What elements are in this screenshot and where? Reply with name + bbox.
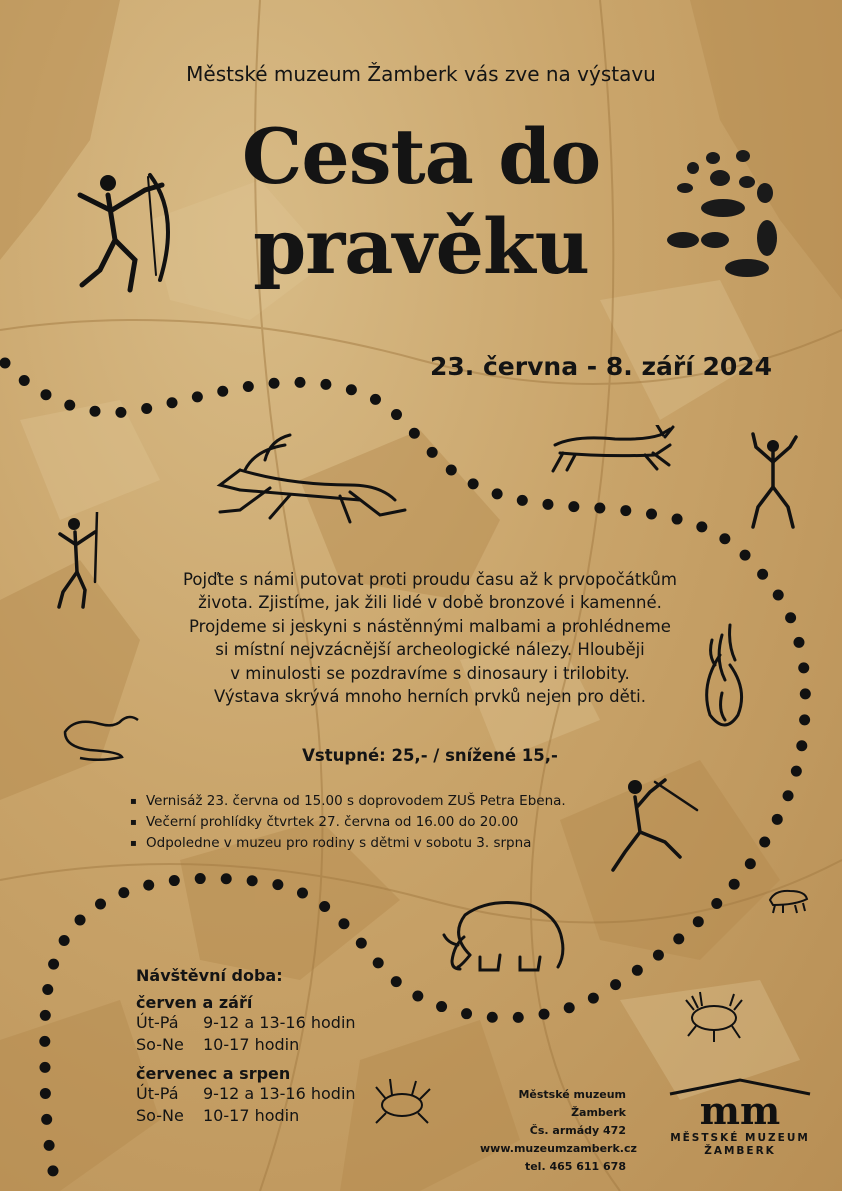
events-list	[130, 791, 566, 854]
time: 9-12 a 13-16 hodin	[203, 1013, 356, 1032]
hours-row	[136, 1012, 356, 1034]
days: Út-Pá	[136, 1084, 179, 1103]
days: So-Ne	[136, 1106, 184, 1125]
logo-line-1: MĚSTSKÉ MUZEUM	[670, 1132, 810, 1144]
description-line: Projdeme si jeskyni s nástěnnými malbami a prohlédneme	[189, 616, 671, 636]
time: 10-17 hodin	[203, 1035, 300, 1054]
contact-web[interactable]: www.muzeumzamberk.cz	[480, 1142, 637, 1155]
description-line: Výstava skrývá mnoho herních prvků nejen pro děti.	[213, 687, 647, 707]
logo-mark-text: mm	[699, 1088, 781, 1130]
contact-name: Městské muzeum Žamberk	[518, 1088, 626, 1119]
contact-phone: tel. 465 611 678	[524, 1160, 626, 1173]
days: So-Ne	[136, 1035, 184, 1054]
museum-logo	[660, 1078, 820, 1157]
snake-icon	[60, 712, 145, 762]
season-name: červen a září	[136, 993, 253, 1012]
description	[150, 568, 710, 708]
hours-row	[136, 1105, 356, 1127]
dancing-figure-icon	[748, 432, 798, 532]
warrior-figure-icon	[55, 512, 105, 612]
title-line-1: Cesta do	[241, 112, 601, 201]
logo-caption	[660, 1132, 820, 1158]
title-line-2: pravěku	[253, 202, 589, 291]
time: 9-12 a 13-16 hodin	[203, 1084, 356, 1103]
description-line: života. Zjistíme, jak žili lidé v době bronzové i kamenné.	[198, 593, 662, 613]
animal-icon	[545, 425, 675, 475]
deer-icon	[210, 430, 410, 525]
event-item: ▪ Večerní prohlídky čtvrtek 27. června od 16.00 do 20.00	[130, 812, 566, 833]
time: 10-17 hodin	[203, 1106, 300, 1125]
contact-info	[480, 1086, 637, 1176]
season-name: červenec a srpen	[136, 1064, 291, 1083]
museum-logo-mark	[660, 1078, 820, 1130]
trilobite-icon	[682, 990, 747, 1045]
description-line: Pojďte s námi putovat proti proudu času až k prvopočátkům	[183, 570, 677, 589]
days: Út-Pá	[136, 1013, 179, 1032]
event-item: ▪ Odpoledne v muzeu pro rodiny s dětmi v sobotu 3. srpna	[130, 833, 566, 854]
spear-hunter-icon	[605, 772, 700, 872]
boar-icon	[765, 885, 810, 915]
mammoth-icon	[440, 895, 575, 975]
logo-line-2: ŽAMBERK	[704, 1145, 776, 1157]
event-item: ▪ Vernisáž 23. června od 15.00 s doprovodem ZUŠ Petra Ebena.	[130, 791, 566, 812]
description-line: v minulosti se pozdravíme s dinosaury i trilobity.	[230, 663, 630, 683]
opening-hours	[136, 966, 356, 1127]
invitation-line: Městské muzeum Žamberk vás zve na výstavu	[186, 62, 656, 86]
hours-row	[136, 1083, 356, 1105]
contact-address: Čs. armády 472	[529, 1124, 626, 1137]
description-line: si místní nejvzácnější archeologické nálezy. Hlouběji	[215, 640, 645, 660]
exhibition-dates: 23. června - 8. září 2024	[430, 352, 773, 381]
exhibition-title	[0, 112, 842, 292]
hours-row	[136, 1034, 356, 1056]
opening-hours-heading: Návštěvní doba:	[136, 966, 283, 985]
beetle-icon	[372, 1075, 434, 1127]
admission-fee: Vstupné: 25,- / snížené 15,-	[302, 746, 558, 765]
